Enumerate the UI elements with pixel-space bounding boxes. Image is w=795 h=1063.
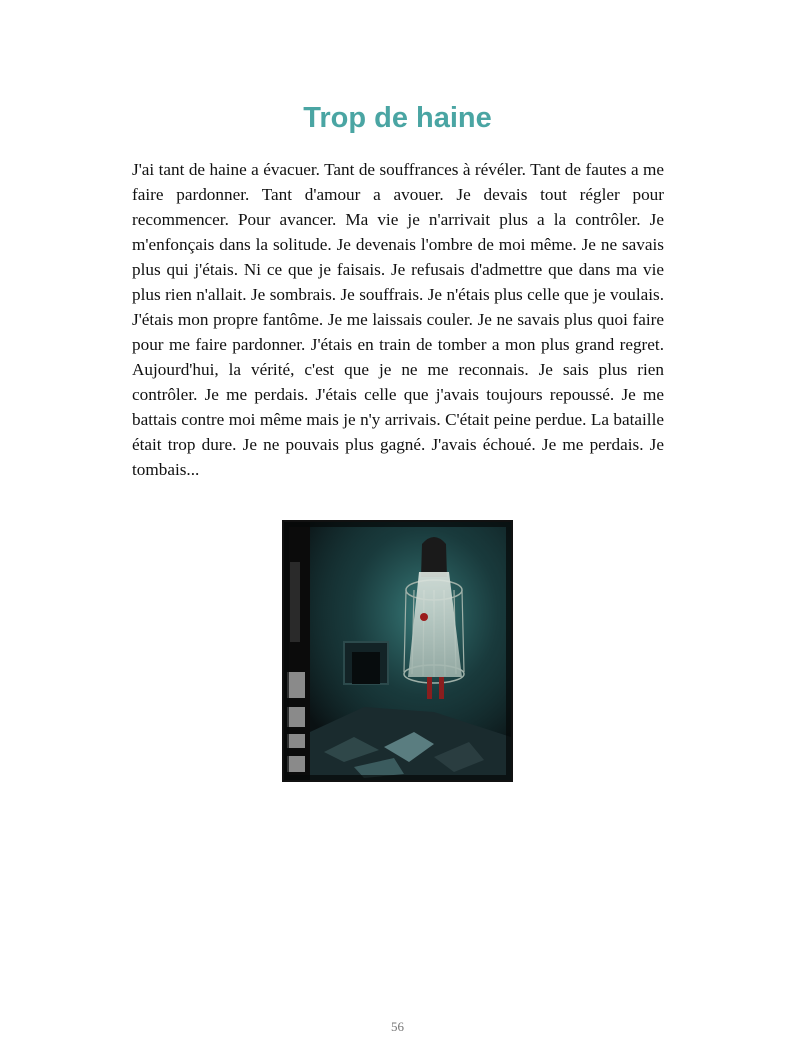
page-number: 56	[391, 1019, 404, 1034]
body-paragraph: J'ai tant de haine a évacuer. Tant de souffrances à révéler. Tant de fautes a me faire pardonner. Tant d'amour a avouer. Je devais tout régler pour recommencer. Pour avancer. Ma vie je n'arrivait plus a la contrôler. Je m'enfonçais dans la solitude. Je devenais l'ombre de moi même. Je ne savais plus qui j'étais. Ni ce que je faisais. Je refusais d'admettre que dans ma vie plus rien n'allait. Je sombrais. Je souffrais. Je n'étais plus celle que je voulais. J'étais mon propre fantôme. Je me laissais couler. Je ne savais plus quoi faire pour me faire pardonner. J'étais en train de tomber a mon plus grand regret. Aujourd'hui, la vérité, c'est que je ne me reconnais. Je sais plus rien contrôler. Je me perdais. J'étais celle que j'avais toujours repoussé. Je me battais contre moi même mais je n'y arrivais. C'était peine perdue. La bataille était trop dure. Je ne pouvais plus gagné. J'avais échoué. Je me perdais. Je tombais...	[132, 160, 664, 479]
dark-photo-girl-in-cage-icon	[284, 522, 511, 780]
illustration-image	[282, 520, 513, 782]
page-title: Trop de haine	[303, 102, 492, 134]
